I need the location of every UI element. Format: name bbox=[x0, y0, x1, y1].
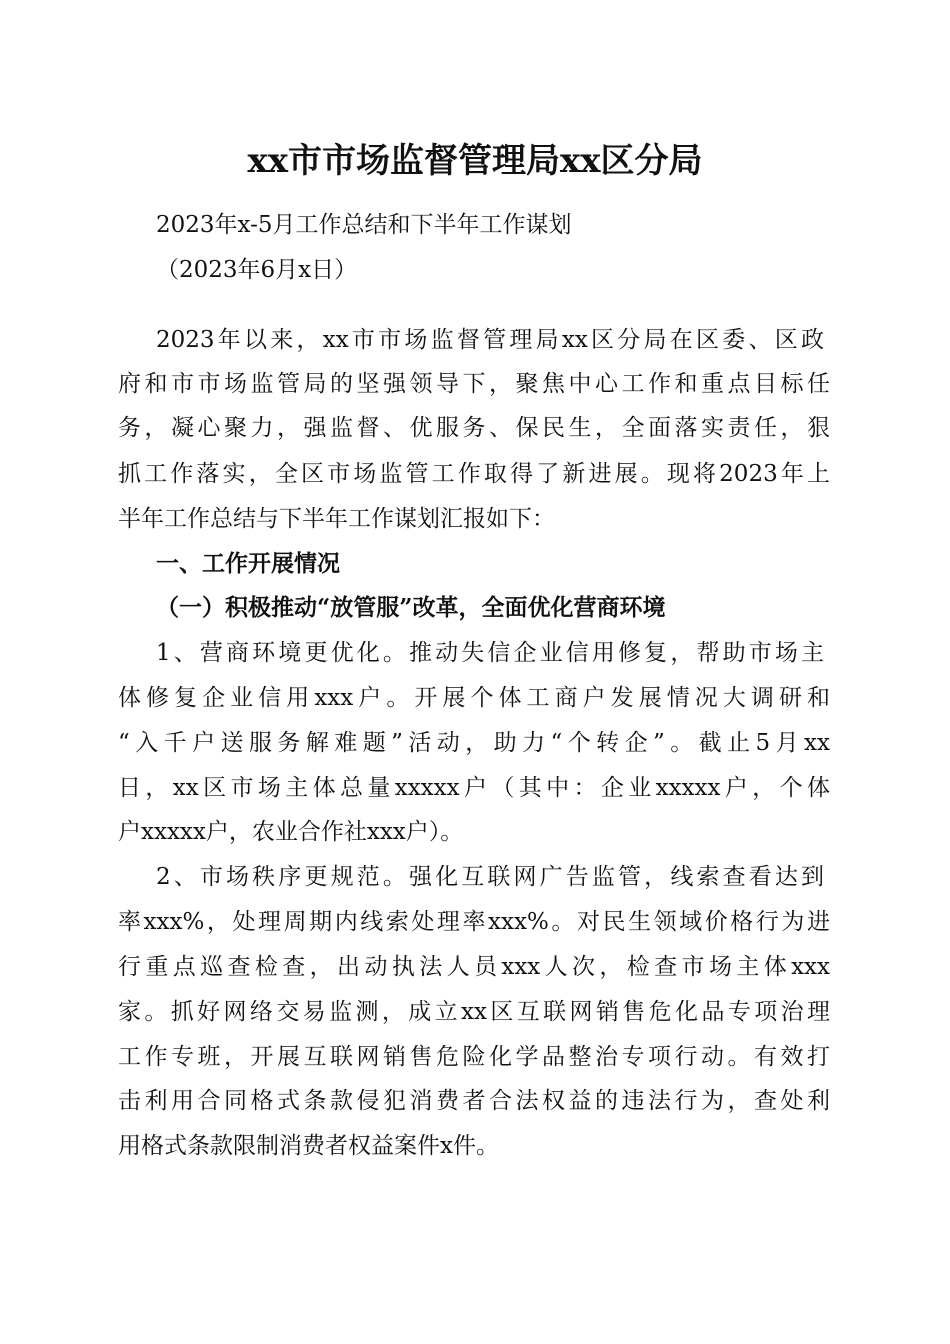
intro-line: 2023年以来，xx市市场监督管理局xx区分局在区委、区政 bbox=[156, 327, 824, 353]
item2-line: 家。抓好网络交易监测，成立xx区互联网销售危化品专项治理 bbox=[118, 999, 830, 1025]
item2-line: 工作专班，开展互联网销售危险化学品整治专项行动。有效打 bbox=[118, 1044, 830, 1070]
section-heading: 一、工作开展情况 bbox=[156, 551, 340, 577]
item2-line: 率xxx%，处理周期内线索处理率xxx%。对民生领域价格行为进 bbox=[118, 909, 830, 935]
item1-line: 体修复企业信用xxx户。开展个体工商户发展情况大调研和 bbox=[118, 685, 830, 711]
item1-line: 1、营商环境更优化。推动失信企业信用修复，帮助市场主 bbox=[156, 640, 824, 666]
document-title: xx市市场监督管理局xx区分局 bbox=[247, 141, 703, 181]
item2-line: 击利用合同格式条款侵犯消费者合法权益的违法行为，查处利 bbox=[118, 1088, 830, 1114]
intro-line: 府和市市场监管局的坚强领导下，聚焦中心工作和重点目标任 bbox=[118, 371, 830, 397]
intro-line: 半年工作总结与下半年工作谋划汇报如下： bbox=[118, 506, 555, 532]
item2-line: 行重点巡查检查，出动执法人员xxx人次，检查市场主体xxx bbox=[118, 954, 830, 980]
intro-line: 抓工作落实，全区市场监管工作取得了新进展。现将2023年上 bbox=[118, 461, 830, 487]
item1-line: 户xxxxx户，农业合作社xxx户）。 bbox=[118, 819, 464, 845]
item1-line: 日，xx区市场主体总量xxxxx户（其中：企业xxxxx户，个体 bbox=[118, 775, 830, 801]
document-subtitle: 2023年x-5月工作总结和下半年工作谋划 bbox=[156, 212, 572, 238]
document-date: （2023年6月x日） bbox=[156, 257, 358, 283]
item2-line: 2、市场秩序更规范。强化互联网广告监管，线索查看达到 bbox=[156, 864, 824, 890]
item2-line: 用格式条款限制消费者权益案件x件。 bbox=[118, 1133, 499, 1159]
intro-line: 务，凝心聚力，强监督、优服务、保民生，全面落实责任，狠 bbox=[118, 415, 830, 441]
item1-line: “入千户送服务解难题”活动，助力“个转企”。截止5月xx bbox=[118, 730, 830, 756]
subsection-heading: （一）积极推动“放管服”改革，全面优化营商环境 bbox=[156, 594, 666, 621]
